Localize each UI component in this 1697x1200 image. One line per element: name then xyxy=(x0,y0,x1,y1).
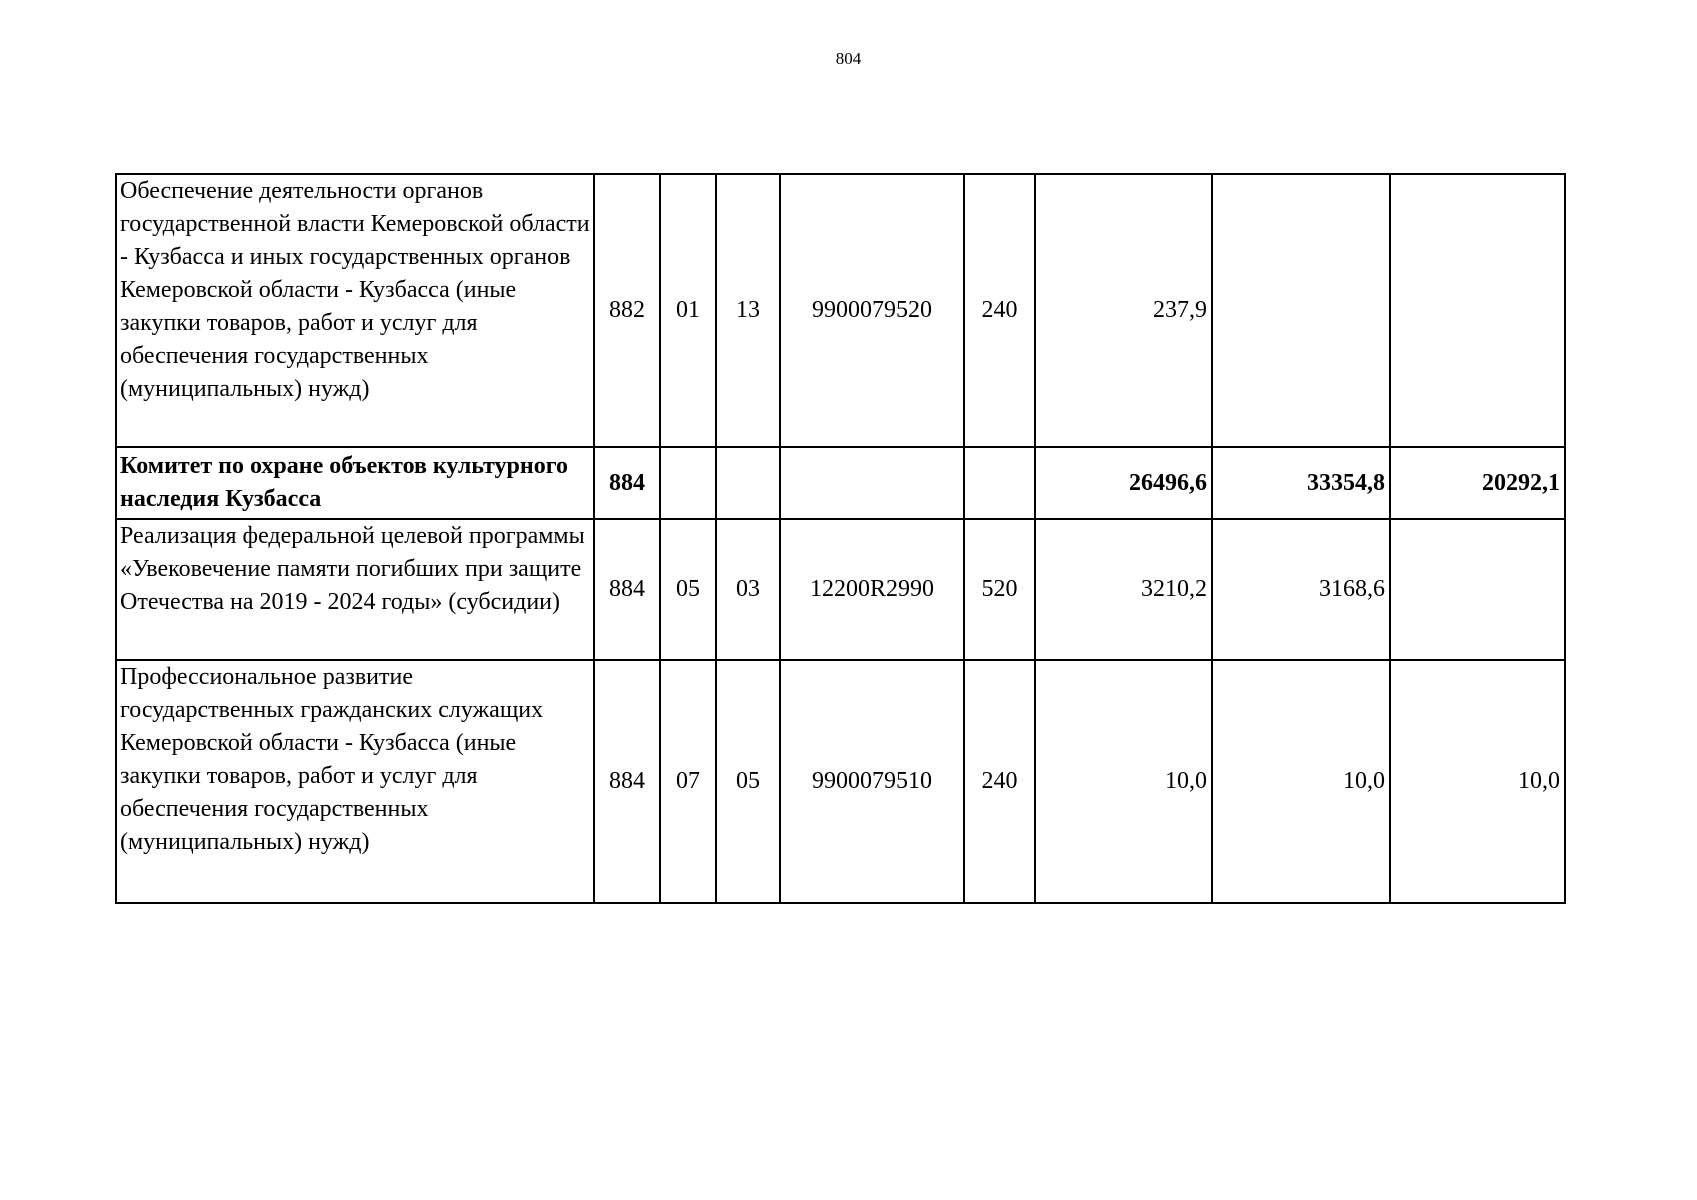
expense-type-cell: 520 xyxy=(964,519,1035,660)
target-article-cell: 9900079510 xyxy=(780,660,964,903)
section-code-cell: 01 xyxy=(660,174,716,447)
ministry-code-cell: 884 xyxy=(594,660,660,903)
subsection-code-cell: 03 xyxy=(716,519,780,660)
amount-2-cell: 3168,6 xyxy=(1212,519,1390,660)
row-name-cell: Реализация федеральной целевой программы «Увековечение памяти погибших при защите Отечества на 2019 - 2024 годы» (субсидии) xyxy=(116,519,594,660)
row-name-cell: Комитет по охране объектов культурного наследия Кузбасса xyxy=(116,447,594,519)
amount-1-cell: 26496,6 xyxy=(1035,447,1212,519)
table-row-summary xyxy=(116,447,1565,519)
section-code-cell: 07 xyxy=(660,660,716,903)
budget-table xyxy=(115,173,1566,904)
subsection-code-cell: 13 xyxy=(716,174,780,447)
section-code-cell: 05 xyxy=(660,519,716,660)
section-code-cell xyxy=(660,447,716,519)
ministry-code-cell: 884 xyxy=(594,447,660,519)
target-article-cell xyxy=(780,447,964,519)
amount-3-cell xyxy=(1390,519,1565,660)
amount-1-cell: 3210,2 xyxy=(1035,519,1212,660)
subsection-code-cell: 05 xyxy=(716,660,780,903)
amount-3-cell xyxy=(1390,174,1565,447)
page-number: 804 xyxy=(835,49,862,68)
table-row xyxy=(116,660,1565,903)
subsection-code-cell xyxy=(716,447,780,519)
target-article-cell: 9900079520 xyxy=(780,174,964,447)
amount-3-cell: 10,0 xyxy=(1390,660,1565,903)
ministry-code-cell: 882 xyxy=(594,174,660,447)
row-name-cell: Профессиональное развитие государственных гражданских служащих Кемеровской области - Кузбасса (иные закупки товаров, работ и услуг для обеспечения государственных (муниципальных) нужд) xyxy=(116,660,594,903)
amount-2-cell xyxy=(1212,174,1390,447)
table-row xyxy=(116,174,1565,447)
amount-1-cell: 10,0 xyxy=(1035,660,1212,903)
ministry-code-cell: 884 xyxy=(594,519,660,660)
table-row xyxy=(116,519,1565,660)
expense-type-cell: 240 xyxy=(964,174,1035,447)
amount-2-cell: 10,0 xyxy=(1212,660,1390,903)
amount-2-cell: 33354,8 xyxy=(1212,447,1390,519)
amount-1-cell: 237,9 xyxy=(1035,174,1212,447)
row-name-cell: Обеспечение деятельности органов государственной власти Кемеровской области - Кузбасса и иных государственных органов Кемеровской области - Кузбасса (иные закупки товаров, работ и услуг для обеспечения государственных (муниципальных) нужд) xyxy=(116,174,594,447)
target-article-cell: 12200R2990 xyxy=(780,519,964,660)
expense-type-cell xyxy=(964,447,1035,519)
amount-3-cell: 20292,1 xyxy=(1390,447,1565,519)
expense-type-cell: 240 xyxy=(964,660,1035,903)
